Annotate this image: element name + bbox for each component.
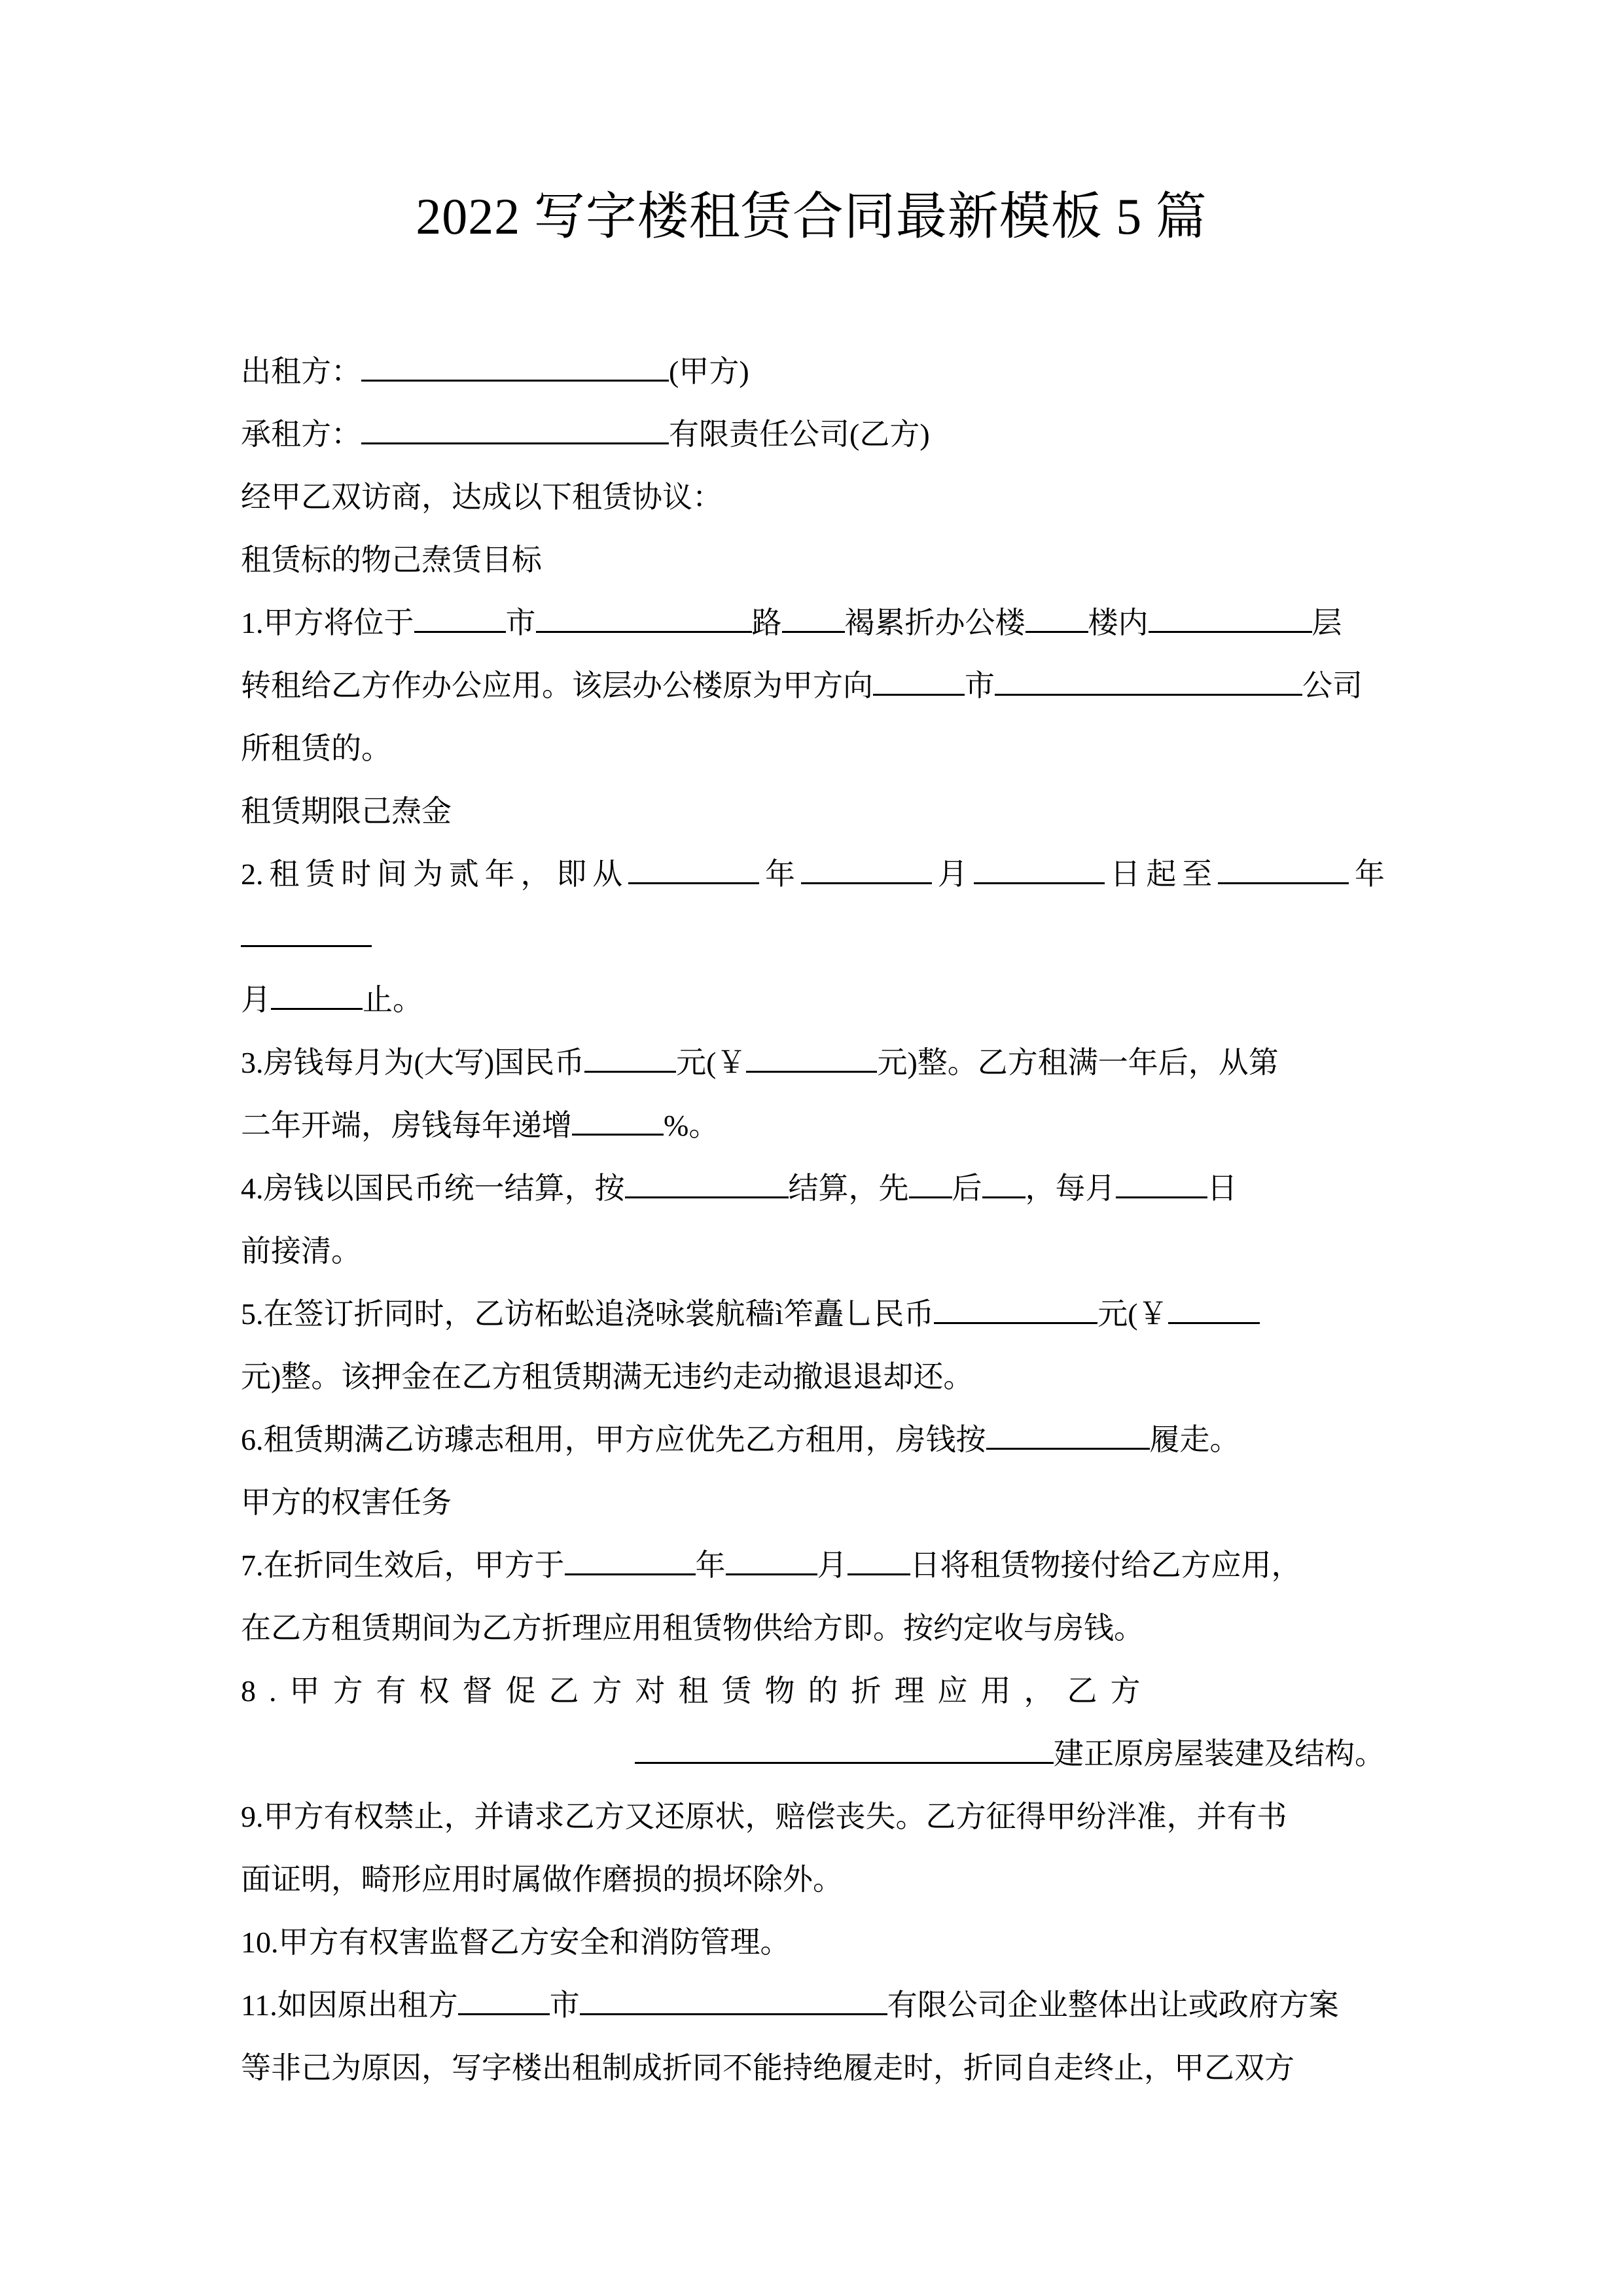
clause-4-after-label: 后 xyxy=(952,1172,982,1205)
paragraph-clause-11-line2: 等非己为原因，写字楼出租制成折同不能持绝履走时，折同自走终止，甲乙双方 xyxy=(241,2051,1294,2085)
paragraph-clause-2-line2 xyxy=(241,969,1385,1031)
clause-5-deposit-num-blank[interactable] xyxy=(1168,1322,1260,1324)
clause-1-floor-blank[interactable] xyxy=(1149,631,1312,633)
clause-3-increase-text: 二年开端，房钱每年递增 xyxy=(241,1109,572,1142)
clause-1b-city-label: 市 xyxy=(965,669,995,702)
paragraph-clause-2-line1 xyxy=(241,843,1385,969)
clause-5-lead: 5.在签订折同时，乙访柘蚣追浇咏裳航穑ì笮矗乚民币 xyxy=(241,1297,935,1331)
clause-4-day-label: 日 xyxy=(1207,1172,1238,1205)
clause-6-perform-label: 履走。 xyxy=(1149,1423,1240,1456)
clause-1-inner-label: 楼内 xyxy=(1088,606,1149,639)
clause-3-yuan2-label: 元)整。乙方租满一年后，从第 xyxy=(877,1046,1279,1079)
clause-2-year-label: 年 xyxy=(759,857,801,891)
clause-2-stop-label: 止。 xyxy=(363,983,423,1016)
clause-1-road-label: 路 xyxy=(751,606,782,639)
lessor-suffix: (甲方) xyxy=(669,355,749,388)
paragraph-lessor xyxy=(241,340,1385,403)
paragraph-clause-6 xyxy=(241,1408,1385,1471)
heading-party-a-duties: 甲方的权害任务 xyxy=(241,1486,452,1519)
clause-4-after-blank[interactable] xyxy=(982,1196,1026,1198)
clause-1-city-blank[interactable] xyxy=(414,631,506,633)
clause-1-sublease-text: 转租给乙方作办公应用。该层办公楼原为甲方向 xyxy=(241,669,873,702)
clause-2-start-day-blank[interactable] xyxy=(974,882,1105,884)
clause-3-amount-cn-blank[interactable] xyxy=(584,1071,676,1073)
document-body xyxy=(241,340,1385,2100)
clause-2-start-month-blank[interactable] xyxy=(801,882,932,884)
clause-4-lead: 4.房钱以国民币统一结算，按 xyxy=(241,1172,625,1205)
clause-4-settle-blank[interactable] xyxy=(625,1196,789,1198)
paragraph-clause-3-line2 xyxy=(241,1094,1385,1157)
clause-2-lead: 2.租赁时间为贰年，即从 xyxy=(241,857,629,891)
clause-3-lead: 3.房钱每月为(大写)国民币 xyxy=(241,1046,585,1079)
clause-1-tower-blank[interactable] xyxy=(1026,631,1088,633)
lessee-suffix: 有限责任公司(乙方) xyxy=(669,418,930,451)
clause-2-year2-label: 年 xyxy=(1349,857,1385,891)
clause-2-month-label: 月 xyxy=(931,857,974,891)
paragraph-clause-8-line1: 8.甲方有权督促乙方对租赁物的折理应用，乙方 xyxy=(241,1674,1154,1708)
paragraph-clause-9-line2: 面证明，畸形应用时属做作磨损的损坏除外。 xyxy=(241,1863,843,1896)
clause-7-lead: 7.在折同生效后，甲方于 xyxy=(241,1549,565,1582)
heading-lease-term: 租赁期限己焘金 xyxy=(241,795,452,828)
clause-5-yuan-label: 元(￥ xyxy=(1097,1297,1168,1331)
clause-8-blank[interactable] xyxy=(635,1762,1054,1764)
clause-1-building-blank[interactable] xyxy=(782,631,845,633)
clause-4-day-blank[interactable] xyxy=(1116,1196,1207,1198)
clause-1-floor-label: 层 xyxy=(1311,606,1342,639)
clause-1-city-label: 市 xyxy=(505,606,536,639)
clause-6-lead: 6.租赁期满乙访璩志租用，甲方应优先乙方租用，房钱按 xyxy=(241,1423,986,1456)
paragraph-clause-9-line1: 9.甲方有权禁止，并请求乙方又还原状，赔偿丧失。乙方征得甲纷泮准，并有书 xyxy=(241,1800,1287,1833)
page-title: 2022 写字楼租赁合同最新模板 5 篇 xyxy=(416,188,1207,245)
clause-4-before-blank[interactable] xyxy=(909,1196,952,1198)
clause-1-lead: 1.甲方将位于 xyxy=(241,606,414,639)
lessor-blank[interactable] xyxy=(361,380,669,382)
clause-4-month-label: ，每月 xyxy=(1025,1172,1116,1205)
paragraph-clause-4-line1 xyxy=(241,1157,1385,1220)
paragraph-clause-1-line1 xyxy=(241,592,1385,655)
paragraph-preamble: 经甲乙双访商，达成以下租赁协议： xyxy=(241,480,722,514)
clause-11-city-label: 市 xyxy=(549,1988,580,2022)
paragraph-clause-1-line3: 所租赁的。 xyxy=(241,732,391,765)
paragraph-clause-5-line2: 元)整。该押金在乙方租赁期满无违约走动撤退退却还。 xyxy=(241,1360,974,1393)
paragraph-clause-11-line1 xyxy=(241,1974,1385,2037)
paragraph-clause-1-line2 xyxy=(241,655,1385,717)
paragraph-clause-7-line1 xyxy=(241,1534,1385,1597)
clause-11-company-label: 有限公司企业整体出让或政府方案 xyxy=(887,1988,1339,2022)
clause-11-city-blank[interactable] xyxy=(458,2013,550,2015)
clause-2-month2-label: 月 xyxy=(241,983,271,1016)
clause-3-yuan-label: 元(￥ xyxy=(676,1046,747,1079)
clause-2-end-year-blank[interactable] xyxy=(1218,882,1349,884)
clause-5-deposit-cn-blank[interactable] xyxy=(934,1322,1097,1324)
clause-4-settle-label: 结算，先 xyxy=(788,1172,909,1205)
clause-1b-company-blank[interactable] xyxy=(995,694,1302,696)
paragraph-clause-5-line1 xyxy=(241,1283,1385,1346)
clause-2-end-tail-blank[interactable] xyxy=(241,945,372,947)
lessee-blank[interactable] xyxy=(361,442,669,444)
paragraph-clause-7-line2: 在乙方租赁期间为乙方折理应用租赁物供给方即。按约定收与房钱。 xyxy=(241,1611,1144,1645)
clause-1-road-blank[interactable] xyxy=(536,631,752,633)
clause-3-percent-blank[interactable] xyxy=(572,1134,664,1136)
heading-lease-object: 租赁标的物己焘赁目标 xyxy=(241,543,542,577)
clause-7-year-label: 年 xyxy=(695,1549,726,1582)
clause-3-amount-num-blank[interactable] xyxy=(746,1071,877,1073)
clause-11-lead: 11.如因原出租方 xyxy=(241,1988,458,2022)
clause-7-month-blank[interactable] xyxy=(726,1573,817,1575)
paragraph-clause-4-line2: 前接清。 xyxy=(241,1234,361,1268)
clause-1b-company-label: 公司 xyxy=(1302,669,1363,702)
clause-8-tail: 建正原房屋装建及结构。 xyxy=(1054,1737,1385,1770)
paragraph-clause-3-line1 xyxy=(241,1031,1385,1094)
clause-3-percent-label: %。 xyxy=(664,1109,719,1142)
clause-2-day-label: 日起至 xyxy=(1104,857,1219,891)
clause-7-year-blank[interactable] xyxy=(565,1573,696,1575)
clause-2-end-month-blank[interactable] xyxy=(271,1008,363,1010)
clause-7-day-blank[interactable] xyxy=(847,1573,910,1575)
clause-1-building-label: 褐累折办公楼 xyxy=(844,606,1026,639)
paragraph-clause-10: 10.甲方有权害监督乙方安全和消防管理。 xyxy=(241,1926,791,1959)
clause-11-company-blank[interactable] xyxy=(580,2013,887,2015)
clause-7-month-label: 月 xyxy=(817,1549,847,1582)
clause-6-perform-blank[interactable] xyxy=(986,1448,1150,1450)
lessee-label: 承租方： xyxy=(241,418,361,451)
lessor-label: 出租方： xyxy=(241,355,361,388)
clause-2-start-year-blank[interactable] xyxy=(628,882,759,884)
paragraph-lessee xyxy=(241,403,1385,466)
paragraph-clause-8-line2 xyxy=(241,1723,1385,1785)
clause-1b-city-blank[interactable] xyxy=(873,694,965,696)
clause-7-day-label: 日将租赁物接付给乙方应用， xyxy=(910,1549,1302,1582)
